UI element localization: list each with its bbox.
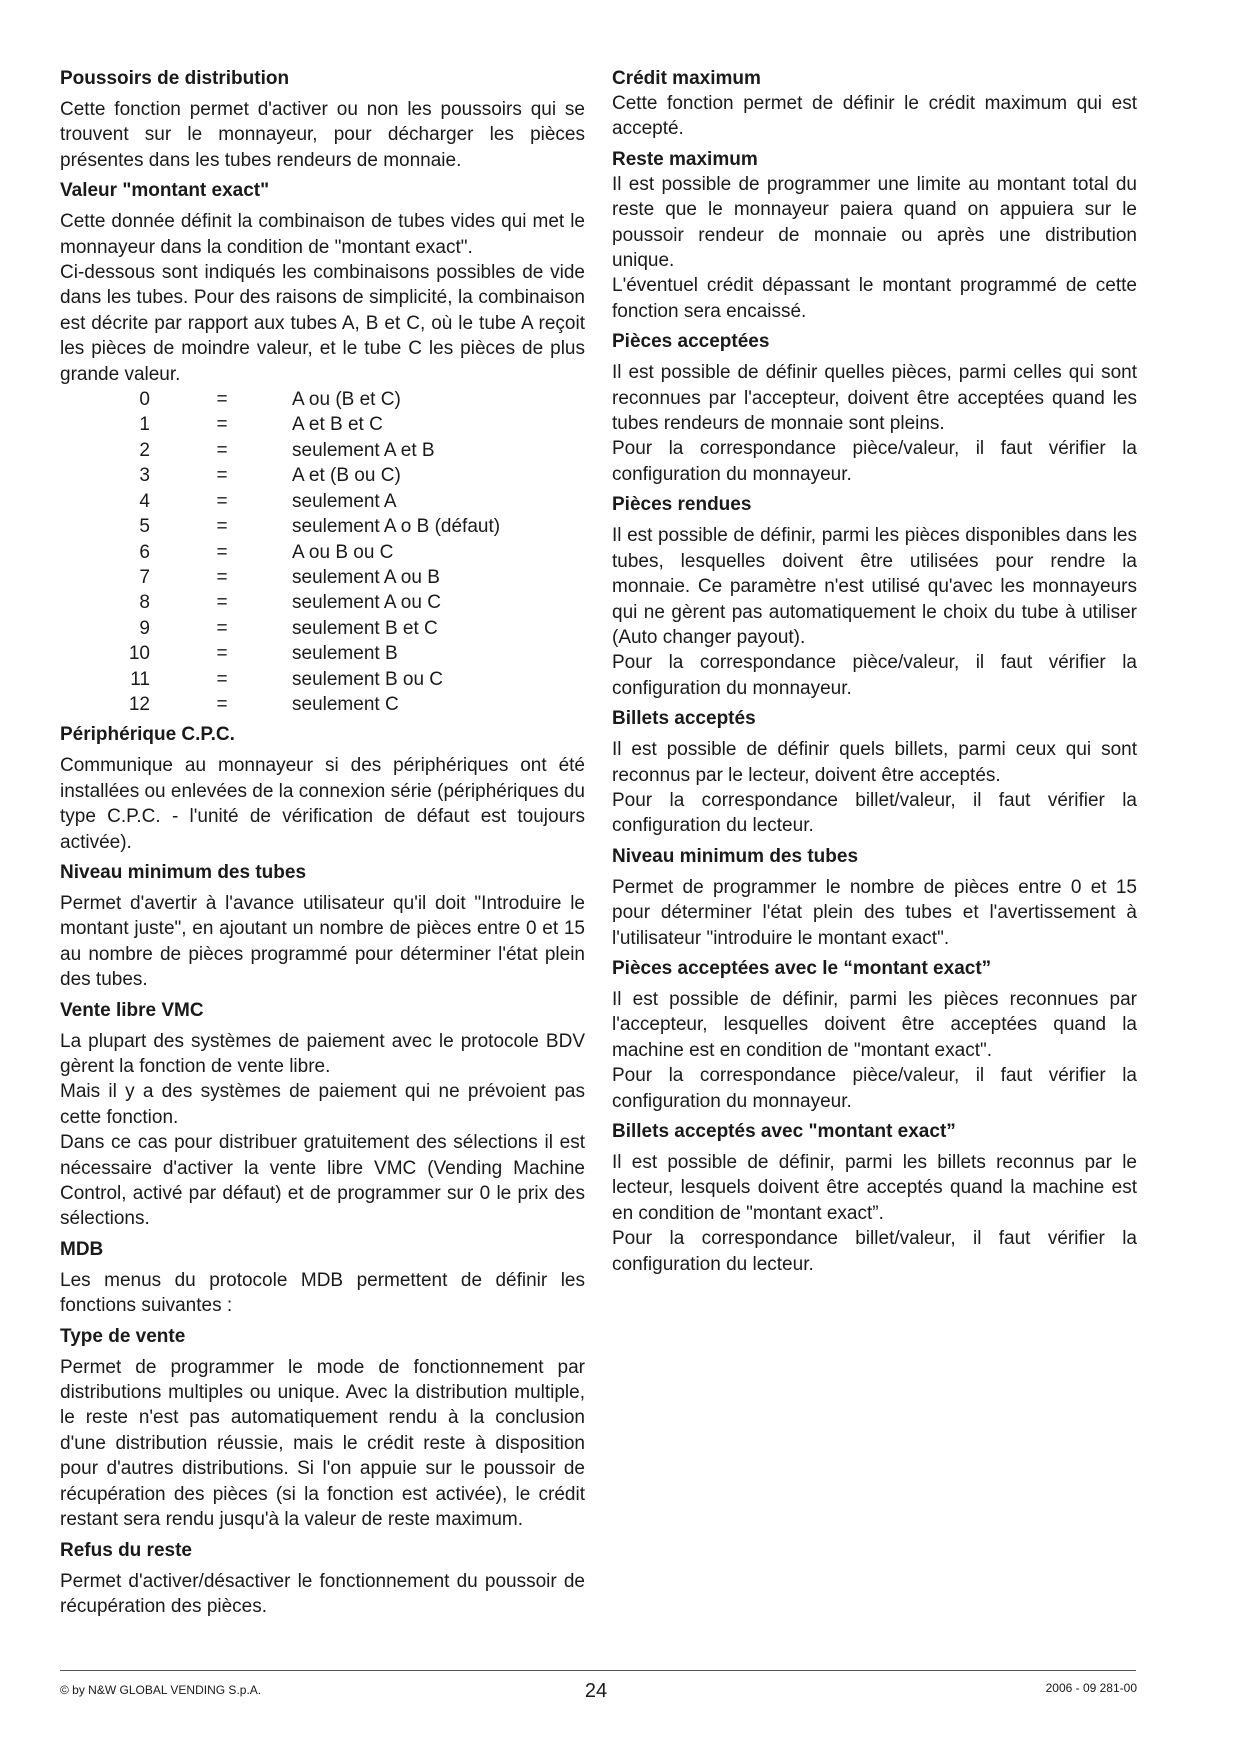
section-paragraph: Pour la correspondance pièce/valeur, il faut vérifier la configuration du monnayeur. [612,1065,1137,1112]
section-paragraph: Il est possible de définir quelles pièces, parmi celles qui sont reconnues par l'accepteur, doivent être acceptées quand les tubes rendeurs de monnaie sont pleins. [612,362,1137,435]
section-vente-libre-vmc [60,998,585,1232]
combination-row [60,616,585,641]
section-paragraph: Cette fonction permet d'activer ou non les poussoirs qui se trouvent sur le monnayeur, pour décharger les pièces présentes dans les tubes rendeurs de monnaie. [60,99,585,171]
combination-number: 0 [139,389,150,411]
combination-equals: = [216,541,228,563]
combination-description: A ou B ou C [292,541,394,563]
section-paragraph: Pour la correspondance billet/valeur, il faut vérifier la configuration du lecteur. [612,789,1137,837]
combination-equals: = [216,465,228,487]
combination-row [60,667,585,692]
right-column [612,66,1137,1282]
section-paragraph: L'éventuel crédit dépassant le montant programmé de cette fonction sera encaissé. [612,275,1137,322]
section-heading: Refus du reste [60,1539,192,1561]
section-billets-acceptes [612,706,1137,839]
combination-number: 7 [139,566,150,588]
combination-description: A et (B ou C) [292,465,401,487]
combination-number: 5 [139,516,150,538]
section-mdb [60,1237,585,1319]
combination-equals: = [216,617,228,639]
section-valeur-montant-exact [60,178,585,717]
combination-row [60,412,585,437]
combination-equals: = [216,389,228,411]
section-heading: Périphérique C.P.C. [60,724,235,746]
section-paragraph: Il est possible de définir, parmi les pièces reconnues par l'accepteur, lesquelles doivent être acceptées quand la machine est en condition de "montant exact". [612,988,1137,1061]
section-type-de-vente [60,1324,585,1533]
combination-number: 1 [139,414,150,436]
section-paragraph: Permet d'avertir à l'avance utilisateur qu'il doit "Introduire le montant juste", en ajoutant un nombre de pièces entre 0 et 15 au nombre de pièces programmé pour déterminer l'état plein des tubes. [60,892,585,991]
combination-row [60,692,585,717]
section-pieces-montant-exact [612,956,1137,1114]
section-paragraph: Communique au monnayeur si des périphériques ont été installées ou enlevées de la connexion série (périphériques du type C.P.C. - l'unité de vérification de défaut est toujours activée). [60,755,585,853]
section-niveau-minimum [60,860,585,993]
combination-number: 12 [128,693,150,715]
combination-number: 2 [139,439,150,461]
combination-description: seulement C [292,693,399,715]
footer-divider [60,1670,1136,1671]
section-heading: Vente libre VMC [60,999,204,1021]
section-heading: Poussoirs de distribution [60,68,290,89]
combination-description: A et B et C [292,414,383,436]
section-peripherique-cpc [60,722,585,855]
section-paragraph: Dans ce cas pour distribuer gratuitement des sélections il est nécessaire d'activer la vente libre VMC (Vending Machine Control, activé par défaut) et de programmer sur 0 le prix des sélections. [60,1132,585,1230]
combination-number: 8 [139,592,150,614]
section-paragraph: Permet de programmer le mode de fonctionnement par distributions multiples ou unique. Avec la distribution multiple, le reste n'est pas automatiquement rendu à la conclusion d'une distribution réussie, mais le crédit reste à disposition pour d'autres distributions. Si l'on appuie sur le poussoir de récupération des pièces (si la fonction est activée), le crédit restant sera rendu jusqu'à la valeur de reste maximum. [60,1356,585,1531]
combination-description: seulement A ou B [292,566,440,588]
page-number: 24 [584,1680,608,1702]
section-paragraph: Pour la correspondance billet/valeur, il faut vérifier la configuration du lecteur. [612,1228,1137,1275]
section-paragraph: Permet d'activer/désactiver le fonctionnement du poussoir de récupération des pièces. [60,1570,585,1617]
combination-row [60,565,585,590]
combination-row [60,387,585,412]
combination-number: 11 [130,668,150,690]
section-paragraph: Cette donnée définit la combinaison de tubes vides qui met le monnayeur dans la condition de "montant exact". [60,211,585,258]
combination-number: 6 [139,541,150,563]
footer-doc-code: 2006 - 09 281-00 [1045,1681,1137,1695]
section-paragraph: Pour la correspondance pièce/valeur, il faut vérifier la configuration du monnayeur. [612,438,1137,485]
combination-equals: = [216,490,228,512]
section-heading: Niveau minimum des tubes [60,861,307,883]
combination-equals: = [216,516,228,538]
section-paragraph: Il est possible de définir quels billets, parmi ceux qui sont reconnus par le lecteur, doivent être acceptés. [612,739,1137,786]
combination-description: seulement A [292,490,397,512]
combination-row [60,438,585,463]
combination-equals: = [216,643,228,665]
footer-copyright: © by N&W GLOBAL VENDING S.p.A. [60,1683,262,1697]
combination-number: 4 [139,490,150,512]
combination-description: seulement B ou C [292,668,444,690]
section-poussoirs [60,66,585,173]
combination-row [60,489,585,514]
combination-number: 10 [128,643,150,665]
combination-equals: = [216,592,228,614]
section-heading: Type de vente [60,1325,186,1347]
section-paragraph: Il est possible de programmer une limite au montant total du reste que le monnayeur paiera quand on appuiera sur le poussoir rendeur de monnaie ou après une distribution unique. [612,173,1137,272]
combination-description: seulement B et C [292,617,438,639]
combination-description: seulement A ou C [292,592,441,614]
combination-description: A ou (B et C) [292,389,401,411]
section-heading: Billets acceptés avec "montant exact” [612,1121,956,1142]
combination-number: 3 [139,465,150,487]
section-heading: Valeur "montant exact" [60,180,270,202]
section-paragraph: Les menus du protocole MDB permettent de définir les fonctions suivantes : [60,1269,585,1317]
section-pieces-acceptees [612,329,1137,487]
section-heading: Pièces acceptées avec le “montant exact” [612,957,992,979]
section-credit-maximum [612,66,1137,142]
section-refus-du-reste [60,1538,585,1620]
section-heading: Pièces rendues [612,494,752,516]
combination-number: 9 [139,617,150,639]
section-heading: Crédit maximum [612,68,761,89]
section-paragraph: La plupart des systèmes de paiement avec le protocole BDV gèrent la fonction de vente libre. [60,1030,585,1077]
combination-equals: = [216,566,228,588]
section-heading: Pièces acceptées [612,331,770,353]
combination-equals: = [216,439,228,461]
combination-equals: = [216,414,228,436]
section-niveau-minimum-tubes [612,844,1137,951]
section-heading: Reste maximum [612,148,758,170]
combination-row [60,463,585,488]
section-paragraph: Pour la correspondance pièce/valeur, il faut vérifier la configuration du monnayeur. [612,652,1137,699]
section-paragraph: Il est possible de définir, parmi les billets reconnus par le lecteur, lesquels doivent être acceptés quand la machine est en condition de "montant exact”. [612,1152,1137,1224]
combination-description: seulement A et B [292,439,435,461]
combination-description: seulement B [292,643,398,665]
section-paragraph: Il est possible de définir, parmi les pièces disponibles dans les tubes, lesquelles doivent être utilisées pour rendre la monnaie. Ce paramètre n'est utilisé qu'avec les monnayeurs qui ne gèrent pas automatiquement le choix du tube à utiliser (Auto changer payout). [612,525,1137,648]
combination-row [60,514,585,539]
combination-row [60,641,585,666]
section-heading: Billets acceptés [612,708,756,730]
section-heading: MDB [60,1238,104,1260]
combination-equals: = [216,693,228,715]
section-paragraph: Cette fonction permet de définir le crédit maximum qui est accepté. [612,93,1137,140]
section-paragraph: Mais il y a des systèmes de paiement qui ne prévoient pas cette fonction. [60,1081,585,1128]
combination-list [60,387,585,717]
combination-description: seulement A o B (défaut) [292,516,501,538]
section-reste-maximum [612,147,1137,324]
section-pieces-rendues [612,492,1137,701]
section-paragraph: Ci-dessous sont indiqués les combinaisons possibles de vide dans les tubes. Pour des raisons de simplicité, la combinaison est décrite par rapport aux tubes A, B et C, où le tube A reçoit les pièces de moindre valeur, et le tube C les pièces de plus grande valeur. [60,262,585,385]
combination-equals: = [216,668,228,690]
left-column [60,66,585,1624]
combination-row [60,590,585,615]
combination-row [60,540,585,565]
section-billets-montant-exact [612,1119,1137,1277]
section-heading: Niveau minimum des tubes [612,845,859,867]
section-paragraph: Permet de programmer le nombre de pièces entre 0 et 15 pour déterminer l'état plein des tubes et l'avertissement à l'utilisateur "introduire le montant exact". [612,876,1137,949]
